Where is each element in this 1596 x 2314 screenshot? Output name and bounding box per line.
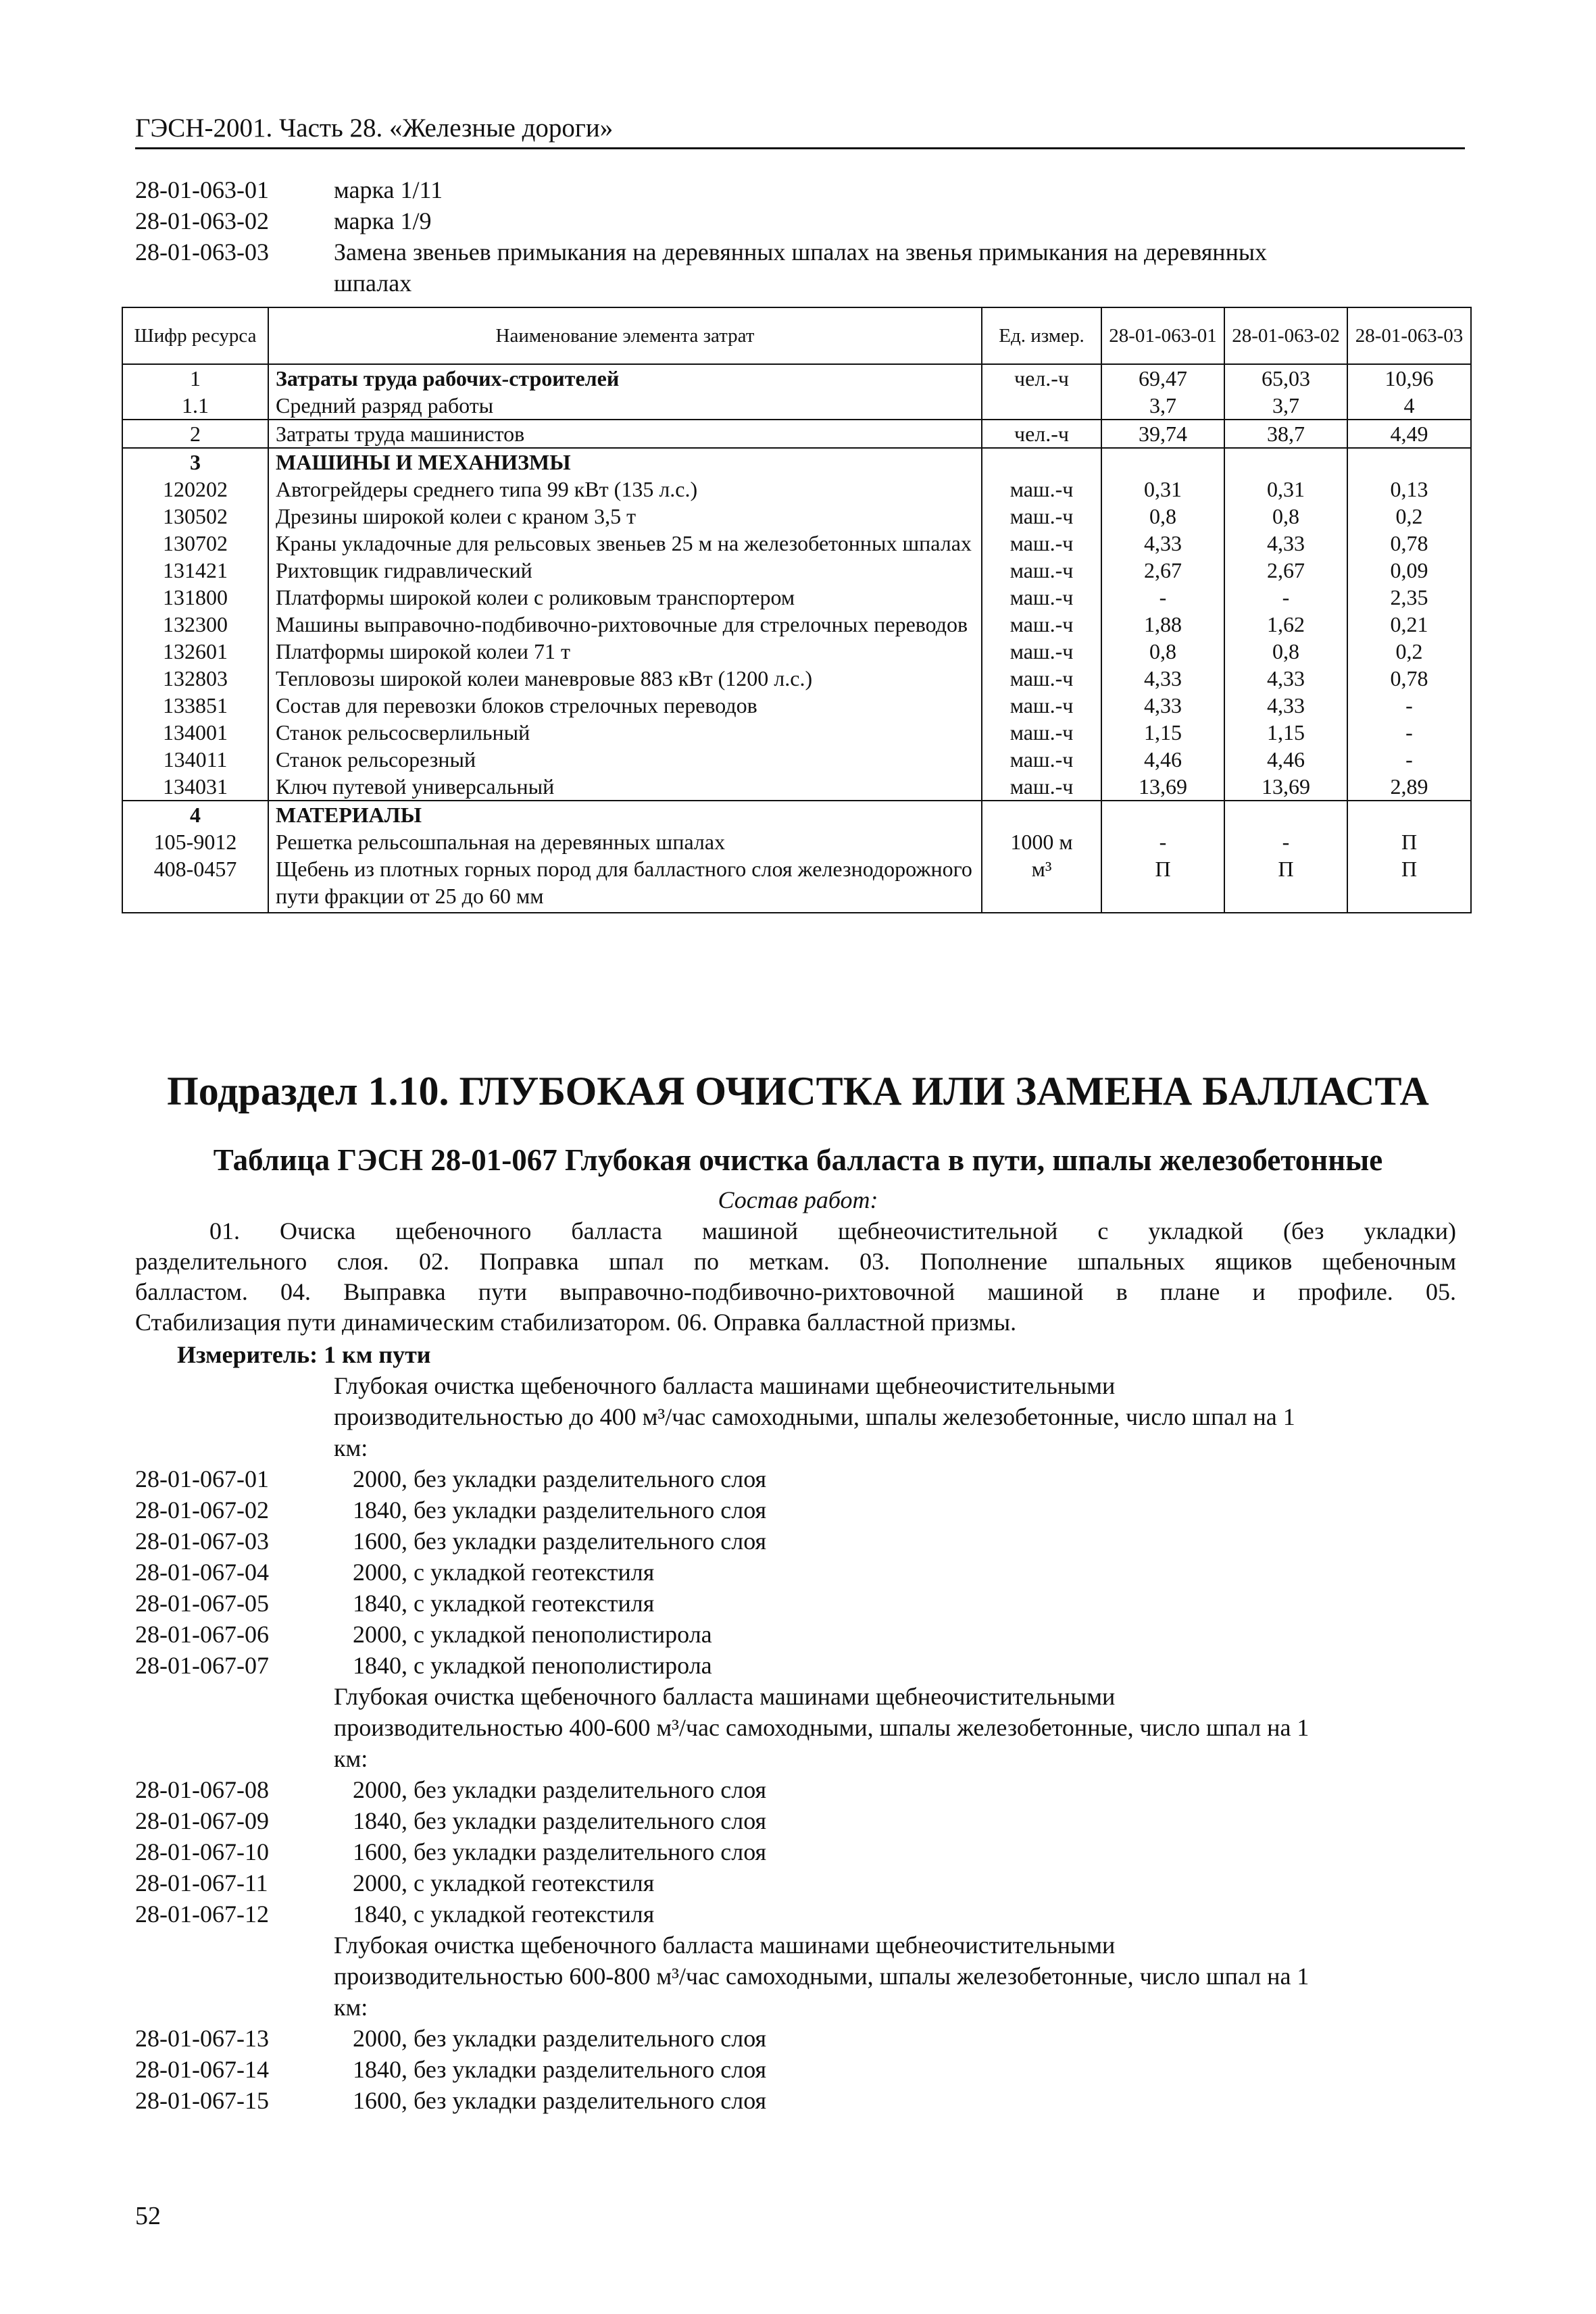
table-row [122,773,1471,801]
col-header-name: Наименование элемента затрат [268,307,982,364]
group-heading-line: Глубокая очистка щебеночного балласта машинами щебнеочистительными [334,1683,1116,1710]
composition-label: Состав работ: [718,1186,878,1213]
cell-name: Дрезины широкой колеи с краном 3,5 т [268,503,982,530]
table-row [122,503,1471,530]
item-code: 28-01-067-07 [135,1652,269,1679]
cell-name: МАТЕРИАЛЫ [268,801,982,828]
item-code: 28-01-067-10 [135,1838,269,1865]
cell-063-02: П [1224,855,1347,913]
table-title: Таблица ГЭСН 28-01-067 Глубокая очистка балласта в пути, шпалы железобетонные [213,1143,1383,1177]
cell-063-01: - [1101,584,1224,611]
cell-code: 132803 [122,665,268,692]
item-code: 28-01-063-01 [135,176,269,203]
group-heading-line: км: [334,1994,368,2021]
item-desc: 1600, без укладки разделительного слоя [353,2087,767,2114]
cell-063-03 [1347,448,1471,476]
cell-code: 105-9012 [122,828,268,855]
cell-name: Средний разряд работы [268,392,982,420]
item-desc: 2000, с укладкой геотекстиля [353,1559,655,1586]
cell-063-03: 0,2 [1347,638,1471,665]
item-code: 28-01-067-09 [135,1807,269,1834]
item-code: 28-01-063-03 [135,238,269,266]
cell-063-01: 69,47 [1101,364,1224,392]
cell-063-02: 0,8 [1224,638,1347,665]
table-row [122,692,1471,719]
cell-name: Автогрейдеры среднего типа 99 кВт (135 л.с.) [268,476,982,503]
cell-063-01: - [1101,828,1224,855]
col-header-063-03: 28-01-063-03 [1347,307,1471,364]
cell-063-01: 4,33 [1101,530,1224,557]
item-desc: 2000, без укладки разделительного слоя [353,2025,767,2052]
item-desc: 2000, без укладки разделительного слоя [353,1465,767,1492]
cell-063-03: - [1347,719,1471,746]
group-heading-line: производительностью 600-800 м³/час самоходными, шпалы железобетонные, число шпал на 1 [334,1963,1310,1990]
cell-063-02: 38,7 [1224,420,1347,448]
cell-063-02: 13,69 [1224,773,1347,801]
table-row [122,364,1471,392]
table-row [122,801,1471,828]
table-row [122,746,1471,773]
cell-063-01: 0,31 [1101,476,1224,503]
page-header-title: ГЭСН-2001. Часть 28. «Железные дороги» [135,114,614,143]
table-row [122,855,1471,913]
item-desc: 1600, без укладки разделительного слоя [353,1838,767,1865]
cell-name: Состав для перевозки блоков стрелочных переводов [268,692,982,719]
work-line: балластом. 04. Выправка пути выправочно-подбивочно-рихтовочной машиной в плане и профиле. 05. [135,1278,1456,1305]
cell-063-01: 13,69 [1101,773,1224,801]
cell-063-03: 0,78 [1347,530,1471,557]
cell-063-03: 0,2 [1347,503,1471,530]
cell-063-01: П [1101,855,1224,913]
group-heading-line: Глубокая очистка щебеночного балласта машинами щебнеочистительными [334,1372,1116,1399]
measure-unit: Измеритель: 1 км пути [177,1341,431,1368]
cell-063-01 [1101,448,1224,476]
item-desc: 1840, с укладкой геотекстиля [353,1590,655,1617]
item-code: 28-01-067-05 [135,1590,269,1617]
cell-063-03: 2,35 [1347,584,1471,611]
cell-063-02: 4,33 [1224,530,1347,557]
cell-unit: маш.-ч [982,503,1101,530]
cell-unit: маш.-ч [982,746,1101,773]
cell-name: Станок рельсосверлильный [268,719,982,746]
table-row [122,665,1471,692]
cell-code: 1.1 [122,392,268,420]
item-code: 28-01-067-11 [135,1869,268,1896]
item-desc: 1600, без укладки разделительного слоя [353,1528,767,1555]
table-row [122,638,1471,665]
cell-unit: м³ [982,855,1101,913]
cell-063-03: 2,89 [1347,773,1471,801]
item-code: 28-01-067-04 [135,1559,269,1586]
cell-063-02: 3,7 [1224,392,1347,420]
cell-063-01: 3,7 [1101,392,1224,420]
work-composition-text [135,1216,1456,1338]
cell-unit: маш.-ч [982,665,1101,692]
cell-063-03: 0,09 [1347,557,1471,584]
cell-063-01: 4,46 [1101,746,1224,773]
cell-063-02: 0,8 [1224,503,1347,530]
cell-063-01: 1,15 [1101,719,1224,746]
col-header-unit: Ед. измер. [982,307,1101,364]
cell-unit: маш.-ч [982,530,1101,557]
cell-code: 1 [122,364,268,392]
subsection-title: Подраздел 1.10. ГЛУБОКАЯ ОЧИСТКА ИЛИ ЗАМЕНА БАЛЛАСТА [167,1069,1429,1113]
cell-063-02: 4,46 [1224,746,1347,773]
cell-unit: маш.-ч [982,584,1101,611]
item-desc: 1840, с укладкой геотекстиля [353,1901,655,1928]
cell-063-03: 4,49 [1347,420,1471,448]
table-row [122,611,1471,638]
cell-unit [982,801,1101,828]
work-line: разделительного слоя. 02. Поправка шпал по меткам. 03. Пополнение шпальных ящиков щебеночным [135,1248,1456,1275]
cell-unit [982,448,1101,476]
cell-unit: маш.-ч [982,476,1101,503]
item-code: 28-01-067-01 [135,1465,269,1492]
group-heading-line: км: [334,1434,368,1461]
cell-063-03 [1347,801,1471,828]
cell-063-01: 0,8 [1101,503,1224,530]
cell-unit: маш.-ч [982,692,1101,719]
col-header-063-01: 28-01-063-01 [1101,307,1224,364]
col-header-code: Шифр ресурса [122,307,268,364]
cell-code: 134011 [122,746,268,773]
cell-code: 134001 [122,719,268,746]
table-row [122,719,1471,746]
cell-063-01: 39,74 [1101,420,1224,448]
cell-063-03: - [1347,746,1471,773]
work-line: Стабилизация пути динамическим стабилизатором. 06. Оправка балластной призмы. [135,1309,1017,1336]
cell-code: 4 [122,801,268,828]
cell-name: Станок рельсорезный [268,746,982,773]
table-row [122,530,1471,557]
table-row [122,476,1471,503]
item-desc: 1840, без укладки разделительного слоя [353,1496,767,1524]
cell-name: Платформы широкой колеи с роликовым транспортером [268,584,982,611]
cell-name: Затраты труда машинистов [268,420,982,448]
cell-063-03: - [1347,692,1471,719]
cell-code: 3 [122,448,268,476]
cell-code: 120202 [122,476,268,503]
cell-063-02: 1,15 [1224,719,1347,746]
table-row [122,828,1471,855]
cell-unit: чел.-ч [982,420,1101,448]
cell-unit: 1000 м [982,828,1101,855]
cell-code: 131800 [122,584,268,611]
work-line: 01. Очиска щебеночного балласта машиной щебнеочистительной с укладкой (без укладки) [209,1217,1456,1244]
cell-code: 132300 [122,611,268,638]
cell-code: 130502 [122,503,268,530]
item-code: 28-01-067-02 [135,1496,269,1524]
cell-063-02: 4,33 [1224,692,1347,719]
item-code: 28-01-067-13 [135,2025,269,2052]
cell-name: Тепловозы широкой колеи маневровые 883 кВт (1200 л.с.) [268,665,982,692]
cell-063-01: 2,67 [1101,557,1224,584]
cell-063-03: 4 [1347,392,1471,420]
cell-unit: чел.-ч [982,364,1101,392]
cell-063-02: 2,67 [1224,557,1347,584]
cell-063-01: 4,33 [1101,665,1224,692]
cell-code: 134031 [122,773,268,801]
cell-063-02: 0,31 [1224,476,1347,503]
item-desc: 2000, с укладкой пенополистирола [353,1621,712,1648]
cell-name: Краны укладочные для рельсовых звеньев 25 м на железобетонных шпалах [268,530,982,557]
item-code: 28-01-067-08 [135,1776,269,1803]
table-row [122,392,1471,420]
cell-unit: маш.-ч [982,638,1101,665]
item-code: 28-01-067-03 [135,1528,269,1555]
cell-063-03: 0,21 [1347,611,1471,638]
item-desc: 2000, без укладки разделительного слоя [353,1776,767,1803]
item-desc: марка 1/11 [334,176,443,203]
group-heading-line: производительностью 400-600 м³/час самоходными, шпалы железобетонные, число шпал на 1 [334,1714,1310,1741]
table-row [122,584,1471,611]
cell-063-02 [1224,801,1347,828]
cell-code: 131421 [122,557,268,584]
item-code: 28-01-067-15 [135,2087,269,2114]
cell-063-03: 0,13 [1347,476,1471,503]
cell-063-03: 10,96 [1347,364,1471,392]
cell-name: Затраты труда рабочих-строителей [268,364,982,392]
cell-063-01: 0,8 [1101,638,1224,665]
cell-name: Рихтовщик гидравлический [268,557,982,584]
cell-063-02: 4,33 [1224,665,1347,692]
item-code: 28-01-063-02 [135,207,269,234]
cell-name: Ключ путевой универсальный [268,773,982,801]
item-code: 28-01-067-12 [135,1901,269,1928]
table-row [122,557,1471,584]
cell-063-03: 0,78 [1347,665,1471,692]
item-desc: марка 1/9 [334,207,432,234]
page-number: 52 [135,2202,161,2230]
cell-unit: маш.-ч [982,611,1101,638]
cell-063-03: П [1347,828,1471,855]
cell-063-02 [1224,448,1347,476]
item-desc: 1840, с укладкой пенополистирола [353,1652,712,1679]
cell-name: Решетка рельсошпальная на деревянных шпалах [268,828,982,855]
cell-unit: маш.-ч [982,719,1101,746]
cell-name: МАШИНЫ И МЕХАНИЗМЫ [268,448,982,476]
cell-unit [982,392,1101,420]
item-code: 28-01-067-06 [135,1621,269,1648]
cell-063-02: - [1224,584,1347,611]
group-heading-line: км: [334,1745,368,1772]
item-desc-continuation: шпалах [334,270,412,297]
group-heading-line: Глубокая очистка щебеночного балласта машинами щебнеочистительными [334,1932,1116,1959]
cell-unit: маш.-ч [982,557,1101,584]
cell-063-02: 65,03 [1224,364,1347,392]
cell-code: 130702 [122,530,268,557]
item-desc: Замена звеньев примыкания на деревянных шпалах на звенья примыкания на деревянных [334,238,1268,266]
item-code: 28-01-067-14 [135,2056,269,2083]
cell-name: Щебень из плотных горных пород для балластного слоя железнодорожного пути фракции от 25 до 60 мм [268,855,982,913]
cell-unit: маш.-ч [982,773,1101,801]
cell-name: Машины выправочно-подбивочно-рихтовочные для стрелочных переводов [268,611,982,638]
cell-063-01: 4,33 [1101,692,1224,719]
table-row [122,420,1471,448]
cell-063-01: 1,88 [1101,611,1224,638]
cell-063-03: П [1347,855,1471,913]
item-desc: 2000, с укладкой геотекстиля [353,1869,655,1896]
cell-code: 133851 [122,692,268,719]
cell-063-02: - [1224,828,1347,855]
cell-name: Платформы широкой колеи 71 т [268,638,982,665]
header-rule [135,147,1465,149]
cell-063-01 [1101,801,1224,828]
item-desc: 1840, без укладки разделительного слоя [353,2056,767,2083]
group-heading-line: производительностью до 400 м³/час самоходными, шпалы железобетонные, число шпал на 1 [334,1403,1295,1430]
item-desc: 1840, без укладки разделительного слоя [353,1807,767,1834]
cell-code: 408-0457 [122,855,268,913]
resource-table [122,307,1472,913]
cell-code: 2 [122,420,268,448]
table-header-row [122,307,1471,364]
cell-063-02: 1,62 [1224,611,1347,638]
cell-code: 132601 [122,638,268,665]
col-header-063-02: 28-01-063-02 [1224,307,1347,364]
table-row [122,448,1471,476]
